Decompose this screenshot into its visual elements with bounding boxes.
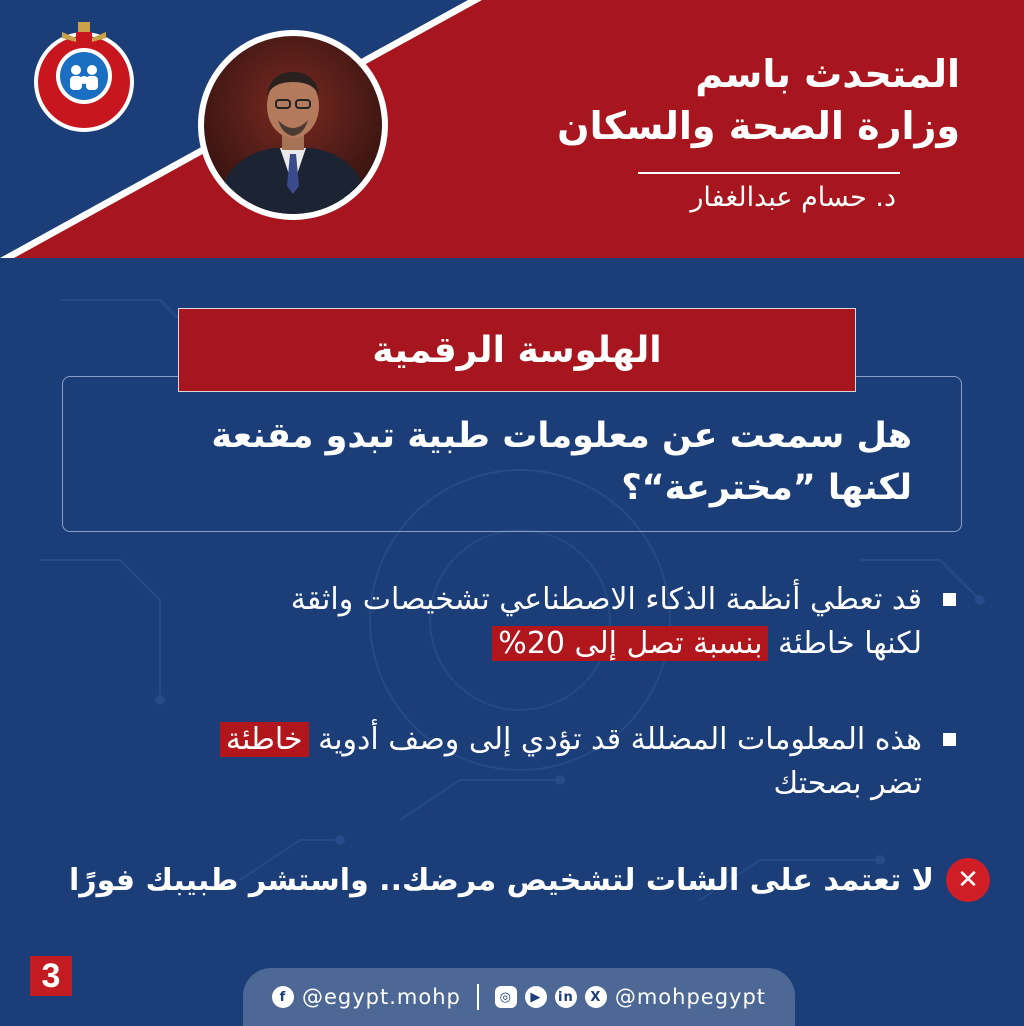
x-icon[interactable]: X xyxy=(585,986,607,1008)
bullet-square-icon xyxy=(943,733,956,746)
highlighted-text: بنسبة تصل إلى 20% xyxy=(492,626,768,661)
bullet-item xyxy=(56,578,956,666)
social-bar xyxy=(243,968,795,1026)
ministry-logo xyxy=(32,18,136,134)
bullet-square-icon xyxy=(943,593,956,606)
bullet-item xyxy=(56,718,956,806)
bullet-text-segment: هذه المعلومات المضللة قد تؤدي إلى وصف أدوية xyxy=(308,722,922,757)
bullet-line xyxy=(56,718,922,762)
bullet-line xyxy=(56,622,922,666)
bullet-line: تضر بصحتك xyxy=(773,766,922,801)
speaker-divider xyxy=(638,172,900,174)
facebook-icon[interactable]: f xyxy=(272,986,294,1008)
divider xyxy=(477,984,479,1010)
facebook-handle[interactable]: @egypt.mohp xyxy=(301,985,461,1009)
header-banner xyxy=(0,0,1024,258)
bullet-line: قد تعطي أنظمة الذكاء الاصطناعي تشخيصات واثقة xyxy=(290,582,922,617)
warning-text: لا تعتمد على الشات لتشخيص مرضك.. واستشر طبيبك فورًا xyxy=(69,862,934,898)
topic-title: الهلوسة الرقمية xyxy=(178,308,856,392)
instagram-icon[interactable]: ◎ xyxy=(495,986,517,1008)
highlighted-text: خاطئة xyxy=(220,722,309,757)
bullet-text-segment: لكنها خاطئة xyxy=(768,626,922,661)
speaker-portrait xyxy=(198,30,388,220)
close-icon: ✕ xyxy=(946,858,990,902)
question-line2: لكنها ”مخترعة“؟ xyxy=(621,468,912,508)
speaker-title-line2: وزارة الصحة والسكان xyxy=(557,104,960,148)
speaker-title-line1: المتحدث باسم xyxy=(695,52,960,96)
youtube-icon[interactable]: ▶ xyxy=(525,986,547,1008)
speaker-name: د. حسام عبدالغفار xyxy=(690,182,896,213)
linkedin-icon[interactable]: in xyxy=(555,986,577,1008)
question-line1: هل سمعت عن معلومات طبية تبدو مقنعة xyxy=(211,416,912,456)
question-text xyxy=(132,410,912,514)
page-number: 3 xyxy=(30,956,72,996)
warning-row xyxy=(69,856,990,904)
social-handle[interactable]: @mohpegypt xyxy=(614,985,767,1009)
